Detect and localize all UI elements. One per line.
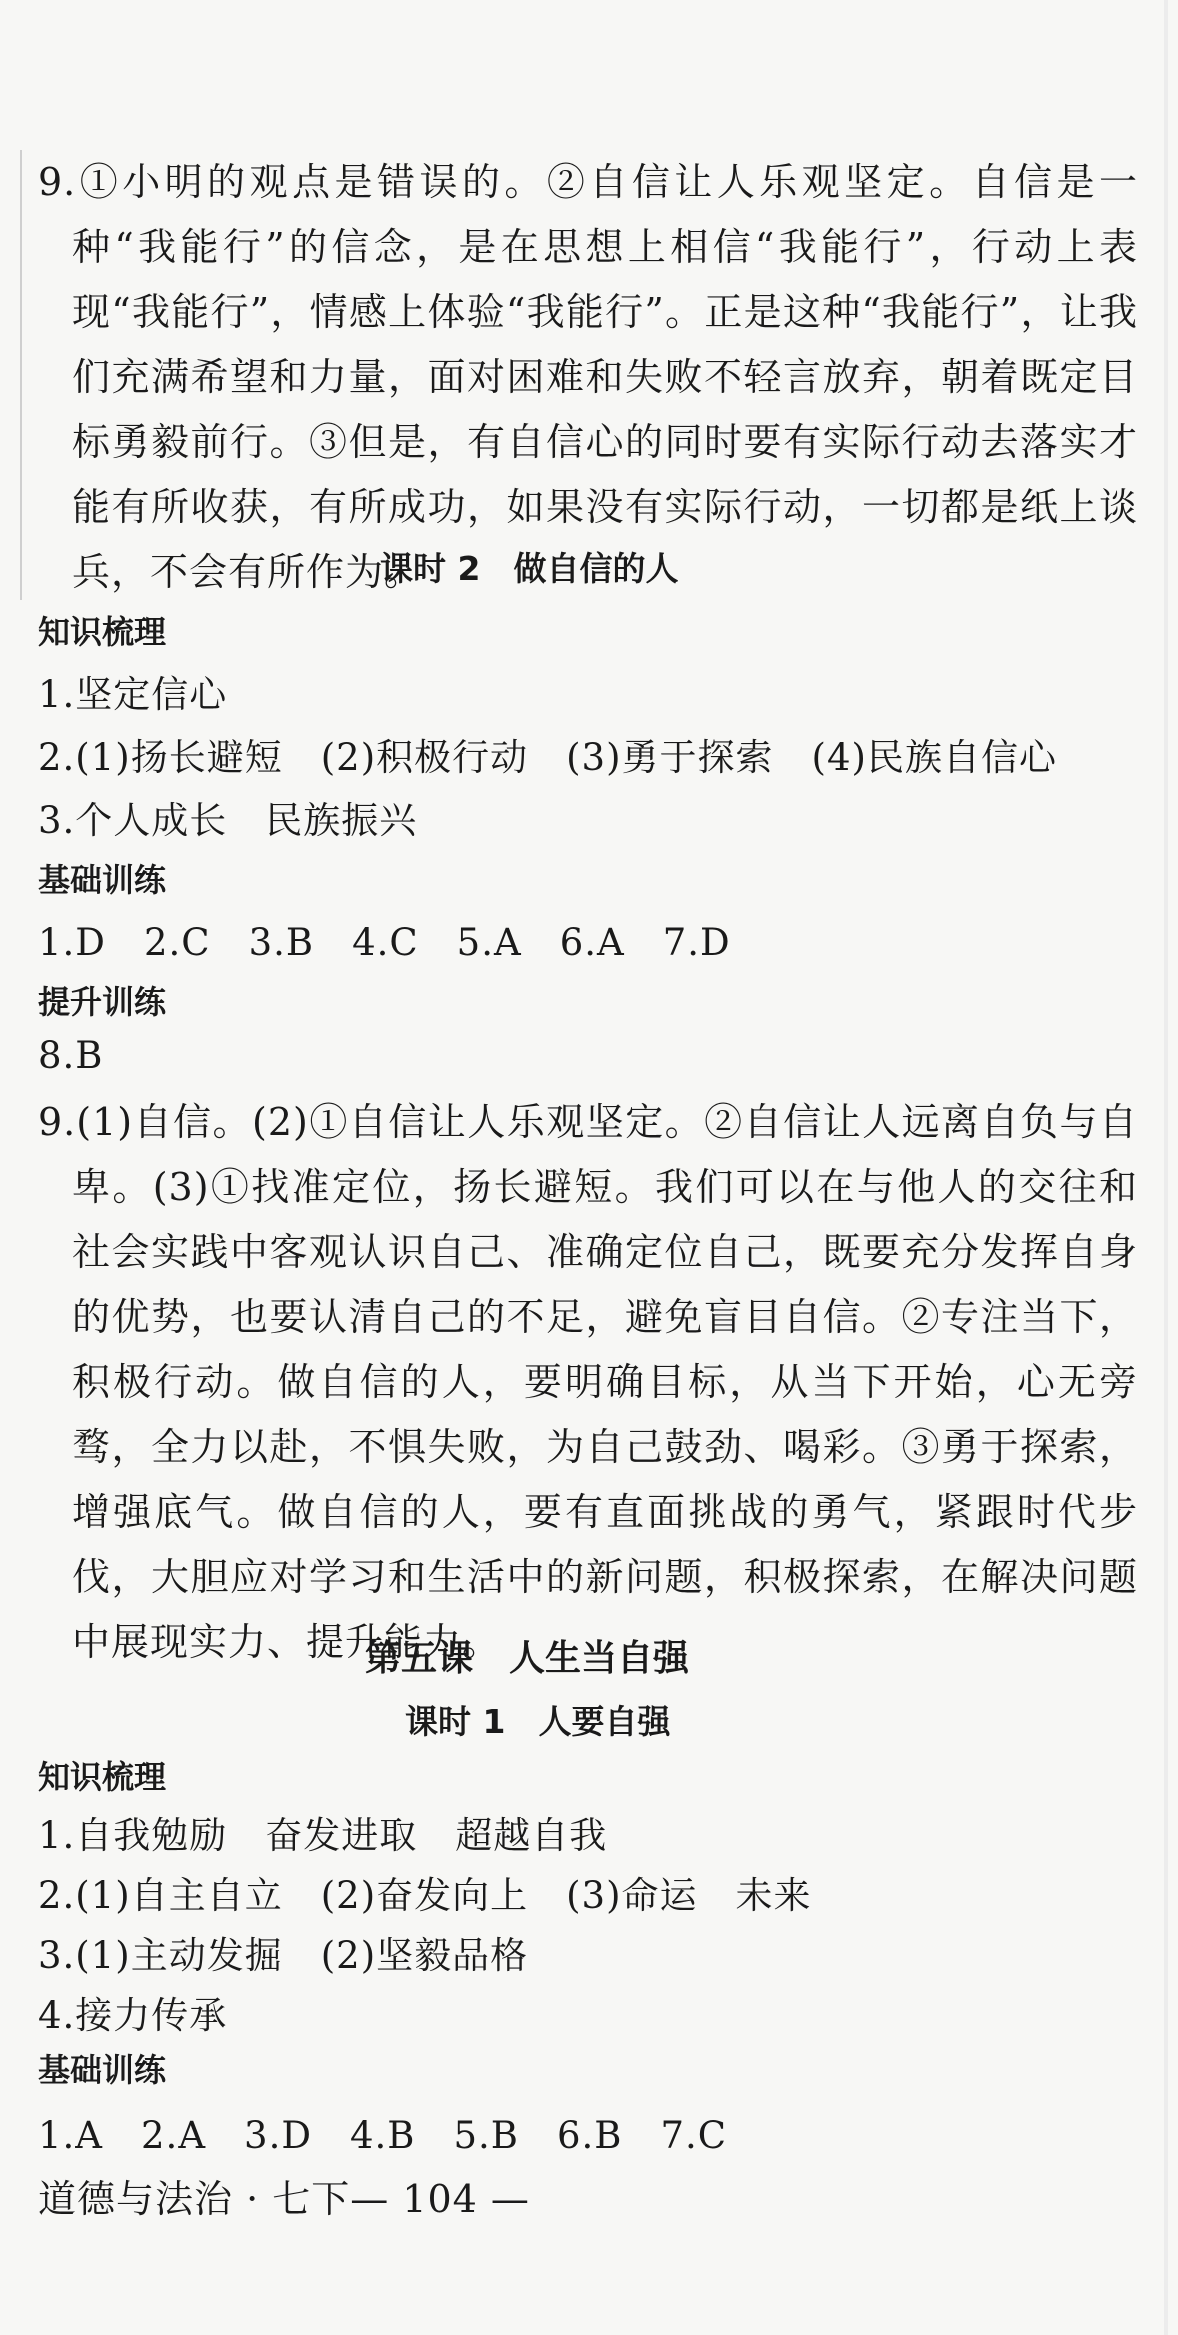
lesson2-advance-header: 提升训练 <box>38 983 167 1021</box>
lesson2-answer-9-block <box>38 1090 1138 1675</box>
chapter5-knowledge-header: 知识梳理 <box>38 1758 167 1796</box>
chapter5-knowledge-item-1: 1.自我勉励 奋发进取 超越自我 <box>38 1814 608 1857</box>
q9-previous-answer-block <box>38 150 1138 605</box>
lesson2-basic-answers: 1.D 2.C 3.B 4.C 5.A 6.A 7.D <box>38 921 731 964</box>
lesson2-title: 课时 2 做自信的人 <box>380 549 679 588</box>
lesson2-basic-header: 基础训练 <box>38 861 167 899</box>
lesson2-answer-8: 8.B <box>38 1034 104 1077</box>
page-footer: 道德与法治 · 七下— 104 — <box>38 2177 530 2221</box>
chapter5-knowledge-item-4: 4.接力传承 <box>38 1994 228 2037</box>
chapter5-lesson1-title: 课时 1 人要自强 <box>405 1702 671 1741</box>
chapter5-basic-answers: 1.A 2.A 3.D 4.B 5.B 6.B 7.C <box>38 2114 728 2157</box>
page-edge <box>1164 0 1168 2335</box>
chapter5-knowledge-item-2: 2.(1)自主自立 (2)奋发向上 (3)命运 未来 <box>38 1874 812 1917</box>
lesson2-knowledge-header: 知识梳理 <box>38 613 167 651</box>
margin-rule <box>20 150 22 600</box>
chapter5-knowledge-item-3: 3.(1)主动发掘 (2)坚毅品格 <box>38 1934 529 1977</box>
chapter5-basic-header: 基础训练 <box>38 2051 167 2089</box>
lesson2-knowledge-item-2: 2.(1)扬长避短 (2)积极行动 (3)勇于探索 (4)民族自信心 <box>38 736 1057 779</box>
lesson2-knowledge-item-3: 3.个人成长 民族振兴 <box>38 799 418 842</box>
lesson2-answer-9: 9.(1)自信。(2)①自信让人乐观坚定。②自信让人远离自负与自卑。(3)①找准定位，扬长避短。我们可以在与他人的交往和社会实践中客观认识自己、准确定位自己，既要充分发挥自身的优势，也要认清自己的不足，避免盲目自信。②专注当下，积极行动。做自信的人，要明确目标，从当下开始，心无旁骛，全力以赴，不惧失败，为自己鼓劲、喝彩。③勇于探索，增强底气。做自信的人，要有直面挑战的勇气，紧跟时代步伐，大胆应对学习和生活中的新问题，积极探索，在解决问题中展现实力、提升能力。 <box>38 1100 1138 1664</box>
q9-previous-answer: 9.①小明的观点是错误的。②自信让人乐观坚定。自信是一种“我能行”的信念，是在思想上相信“我能行”，行动上表现“我能行”，情感上体验“我能行”。正是这种“我能行”，让我们充满希望和力量，面对困难和失败不轻言放弃，朝着既定目标勇毅前行。③但是，有自信心的同时要有实际行动去落实才能有所收获，有所成功，如果没有实际行动，一切都是纸上谈兵，不会有所作为。 <box>38 160 1138 594</box>
lesson2-knowledge-item-1: 1.坚定信心 <box>38 673 228 716</box>
chapter5-title: 第五课 人生当自强 <box>365 1638 690 1679</box>
